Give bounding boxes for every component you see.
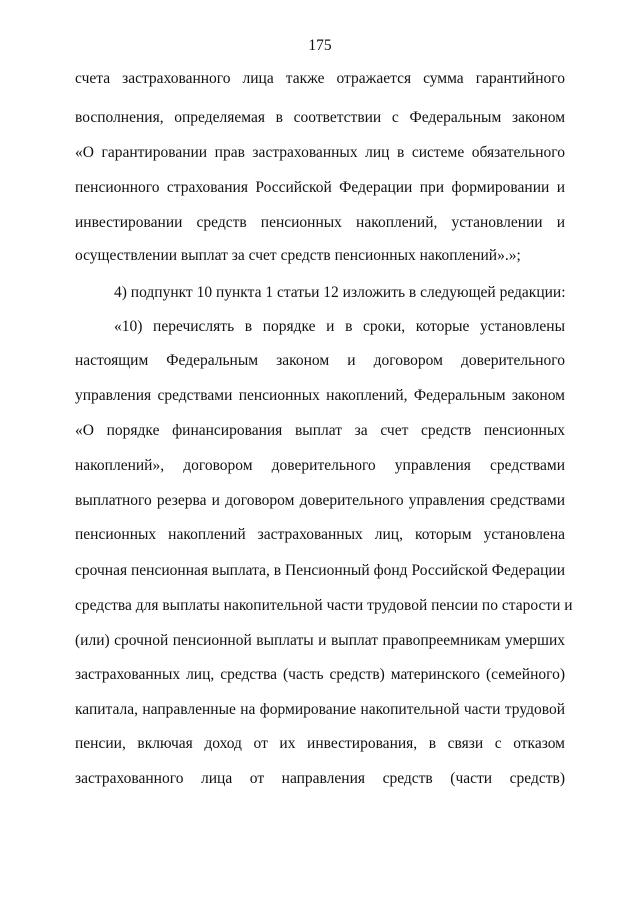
text-line: выплатного резерва и договором доверительного управления средствами <box>75 492 565 509</box>
text-line: пенсионного страхования Российской Федерации при формировании и <box>75 179 565 196</box>
text-line: управления средствами пенсионных накоплений, Федеральным законом <box>75 387 565 404</box>
text-line: срочная пенсионная выплата, в Пенсионный фонд Российской Федерации <box>75 562 565 579</box>
text-line: накоплений», договором доверительного управления средствами <box>75 457 565 474</box>
text-line: 4) подпункт 10 пункта 1 статьи 12 изложить в следующей редакции: <box>114 284 566 301</box>
text-line: средства для выплаты накопительной части трудовой пенсии по старости и <box>75 597 573 614</box>
text-line: осуществлении выплат за счет средств пенсионных накоплений».»; <box>75 247 521 264</box>
page-number: 175 <box>308 37 332 54</box>
text-line: (или) срочной пенсионной выплаты и выплат правопреемникам умерших <box>75 632 565 649</box>
text-line: пенсии, включая доход от их инвестирования, в связи с отказом <box>75 735 565 752</box>
text-line: инвестировании средств пенсионных накоплений, установлении и <box>75 214 565 231</box>
text-line: капитала, направленные на формирование накопительной части трудовой <box>75 701 565 718</box>
text-line: «О порядке финансирования выплат за счет средств пенсионных <box>75 422 565 439</box>
text-line: пенсионных накоплений застрахованных лиц, которым установлена <box>75 526 565 543</box>
text-line: застрахованного лица от направления средств (части средств) <box>75 770 565 787</box>
text-line: «О гарантировании прав застрахованных лиц в системе обязательного <box>75 144 565 161</box>
text-line: счета застрахованного лица также отражается сумма гарантийного <box>75 70 565 87</box>
text-line: «10) перечислять в порядке и в сроки, которые установлены <box>114 318 565 335</box>
text-line: застрахованных лиц, средства (часть средств) материнского (семейного) <box>75 666 565 683</box>
text-line: восполнения, определяемая в соответствии с Федеральным законом <box>75 109 565 126</box>
text-line: настоящим Федеральным законом и договором доверительного <box>75 352 565 369</box>
